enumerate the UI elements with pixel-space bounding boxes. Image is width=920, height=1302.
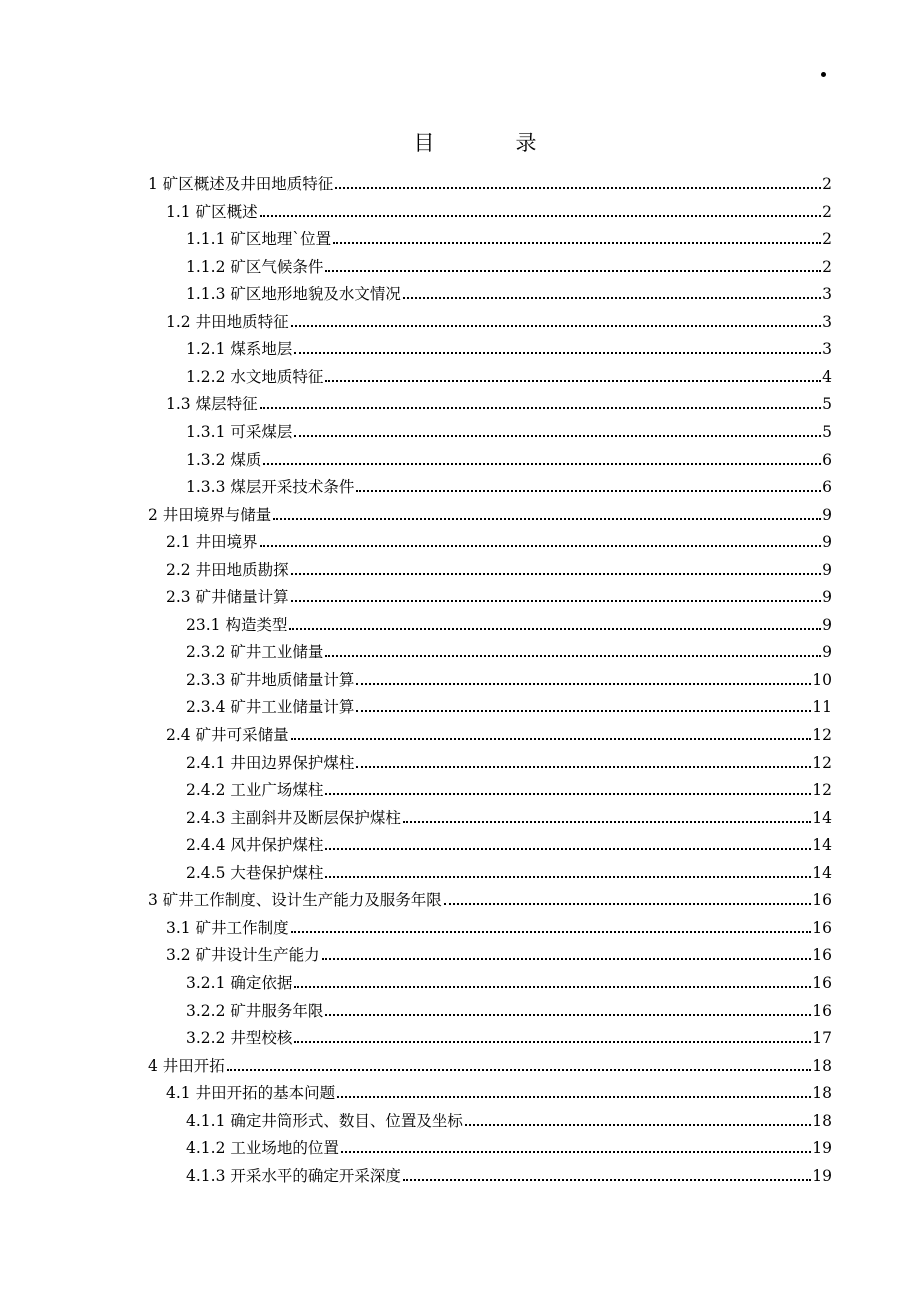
dot-leader bbox=[291, 573, 822, 575]
toc-entry-page-number: 3 bbox=[822, 285, 832, 304]
toc-entry[interactable] bbox=[186, 827, 832, 855]
dot-leader bbox=[291, 738, 812, 740]
toc-entry-page-number: 18 bbox=[812, 1056, 832, 1075]
toc-entry-label: 1 矿区概述及井田地质特征 bbox=[148, 175, 334, 193]
toc-entry[interactable] bbox=[186, 855, 832, 883]
dot-leader bbox=[260, 545, 822, 547]
toc-entry-label: 2.4.4 风井保护煤柱 bbox=[186, 836, 324, 855]
toc-entry-label: 23.1 构造类型 bbox=[186, 615, 288, 634]
toc-entry[interactable] bbox=[186, 634, 832, 662]
toc-entry-page-number: 17 bbox=[812, 1029, 832, 1048]
toc-entry[interactable] bbox=[166, 579, 832, 607]
dot-leader bbox=[291, 931, 812, 933]
toc-entry-page-number: 5 bbox=[822, 422, 832, 441]
toc-entry[interactable] bbox=[186, 276, 832, 304]
toc-entry[interactable] bbox=[148, 882, 832, 910]
toc-entry-page-number: 19 bbox=[812, 1166, 832, 1185]
toc-entry-page-number: 2 bbox=[822, 257, 832, 276]
toc-entry-label: 2.4.1 井田边界保护煤柱 bbox=[186, 753, 355, 772]
toc-entry[interactable] bbox=[148, 166, 832, 194]
toc-entry-label: 3 矿井工作制度、设计生产能力及服务年限 bbox=[148, 891, 442, 910]
toc-entry-page-number: 3 bbox=[822, 312, 832, 331]
toc-entry-label: 2.3.4 矿井工业储量计算 bbox=[186, 698, 355, 717]
toc-entry-label: 2.2 井田地质勘探 bbox=[166, 560, 289, 579]
toc-entry-label: 1.2 井田地质特征 bbox=[166, 312, 289, 331]
toc-entry-label: 1.1 矿区概述 bbox=[166, 202, 258, 221]
toc-entry-page-number: 16 bbox=[812, 1001, 832, 1020]
toc-entry[interactable] bbox=[166, 194, 832, 222]
toc-entry[interactable] bbox=[186, 249, 832, 277]
toc-entry-page-number: 6 bbox=[822, 450, 832, 469]
toc-entry[interactable] bbox=[186, 965, 832, 993]
toc-entry-label: 4.1.2 工业场地的位置 bbox=[186, 1139, 339, 1158]
page-dot-mark bbox=[821, 72, 826, 77]
dot-leader bbox=[465, 1124, 811, 1126]
toc-entry-page-number: 14 bbox=[812, 863, 832, 882]
toc-entry[interactable] bbox=[166, 1075, 832, 1103]
dot-leader bbox=[403, 297, 821, 299]
dot-leader bbox=[273, 518, 821, 520]
toc-entry-page-number: 2 bbox=[822, 175, 832, 193]
toc-entry-label: 1.1.1 矿区地理`位置 bbox=[186, 230, 332, 249]
dot-leader bbox=[289, 628, 821, 630]
toc-entry-label: 2.3.2 矿井工业储量 bbox=[186, 643, 324, 662]
toc-entry-page-number: 9 bbox=[822, 643, 832, 662]
dot-leader bbox=[322, 958, 812, 960]
toc-entry-page-number: 9 bbox=[822, 533, 832, 552]
toc-entry[interactable] bbox=[166, 910, 832, 938]
dot-leader bbox=[294, 435, 821, 437]
dot-leader bbox=[403, 1179, 811, 1181]
toc-entry-page-number: 18 bbox=[812, 1111, 832, 1130]
toc-entry-label: 1.3.2 煤质 bbox=[186, 450, 262, 469]
dot-leader bbox=[325, 380, 821, 382]
dot-leader bbox=[294, 986, 811, 988]
toc-entry-label: 1.1.3 矿区地形地貌及水文情况 bbox=[186, 285, 401, 304]
dot-leader bbox=[356, 683, 811, 685]
dot-leader bbox=[294, 1041, 811, 1043]
toc-entry[interactable] bbox=[186, 1130, 832, 1158]
toc-entry-label: 3.2.2 井型校核 bbox=[186, 1029, 293, 1048]
dot-leader bbox=[325, 793, 811, 795]
dot-leader bbox=[325, 876, 811, 878]
toc-entry-label: 3.2.1 确定依据 bbox=[186, 973, 293, 992]
toc-entry[interactable] bbox=[186, 1020, 832, 1048]
dot-leader bbox=[291, 325, 822, 327]
toc-entry[interactable] bbox=[186, 607, 832, 635]
toc-entry[interactable] bbox=[186, 772, 832, 800]
toc-entry[interactable] bbox=[186, 469, 832, 497]
toc-entry-label: 2.4 矿井可采储量 bbox=[166, 726, 289, 744]
dot-leader bbox=[337, 1096, 811, 1098]
toc-entry[interactable] bbox=[166, 937, 832, 965]
toc-entry-page-number: 18 bbox=[812, 1084, 832, 1103]
toc-entry[interactable] bbox=[186, 993, 832, 1021]
toc-entry-page-number: 12 bbox=[812, 726, 832, 744]
toc-entry[interactable] bbox=[166, 717, 832, 745]
toc-entry-page-number: 9 bbox=[822, 615, 832, 634]
toc-entry[interactable] bbox=[186, 359, 832, 387]
toc-entry[interactable] bbox=[186, 745, 832, 773]
toc-entry[interactable] bbox=[166, 386, 832, 414]
toc-entry[interactable] bbox=[186, 221, 832, 249]
toc-entry[interactable] bbox=[166, 524, 832, 552]
toc-entry-page-number: 16 bbox=[812, 973, 832, 992]
toc-entry-page-number: 9 bbox=[822, 560, 832, 579]
toc-entry-page-number: 6 bbox=[822, 478, 832, 497]
dot-leader bbox=[341, 1151, 811, 1153]
toc-entry-label: 1.1.2 矿区气候条件 bbox=[186, 257, 324, 276]
dot-leader bbox=[325, 848, 811, 850]
dot-leader bbox=[356, 490, 821, 492]
toc-entry-label: 4 井田开拓 bbox=[148, 1056, 225, 1075]
toc-entry-page-number: 4 bbox=[822, 367, 832, 386]
toc-entry-label: 1.2.2 水文地质特征 bbox=[186, 367, 324, 386]
dot-leader bbox=[325, 1014, 811, 1016]
dot-leader bbox=[325, 655, 821, 657]
toc-entry-page-number: 16 bbox=[812, 918, 832, 937]
toc-entry-page-number: 5 bbox=[822, 395, 832, 414]
toc-entry[interactable] bbox=[186, 1103, 832, 1131]
toc-entry-page-number: 16 bbox=[812, 891, 832, 910]
toc-entry-page-number: 14 bbox=[812, 808, 832, 827]
toc-entry[interactable] bbox=[186, 442, 832, 470]
toc-entry-page-number: 10 bbox=[812, 670, 832, 689]
toc-entry-page-number: 19 bbox=[812, 1139, 832, 1158]
dot-leader bbox=[356, 710, 811, 712]
toc-entry-label: 1.2.1 煤系地层 bbox=[186, 340, 293, 359]
toc-entry-label: 1.3.1 可采煤层 bbox=[186, 422, 293, 441]
toc-entry[interactable] bbox=[186, 1158, 832, 1186]
toc-entry[interactable] bbox=[166, 304, 832, 332]
toc-entry[interactable] bbox=[166, 552, 832, 580]
toc-entry-page-number: 9 bbox=[822, 588, 832, 607]
toc-entry[interactable] bbox=[186, 800, 832, 828]
dot-leader bbox=[294, 352, 821, 354]
toc-entry-label: 2 井田境界与储量 bbox=[148, 505, 272, 524]
toc-entry-page-number: 12 bbox=[812, 781, 832, 800]
toc-entry[interactable] bbox=[186, 689, 832, 717]
toc-entry-label: 1.3 煤层特征 bbox=[166, 395, 258, 414]
toc-entry-label: 1.3.3 煤层开采技术条件 bbox=[186, 478, 355, 497]
toc-entry-label: 2.4.2 工业广场煤柱 bbox=[186, 781, 324, 800]
toc-entry-label: 4.1.3 开采水平的确定开采深度 bbox=[186, 1166, 401, 1185]
toc-entry-label: 2.1 井田境界 bbox=[166, 533, 258, 552]
toc-title: 目 录 bbox=[413, 131, 567, 155]
toc-entry[interactable] bbox=[148, 1048, 832, 1076]
dot-leader bbox=[333, 242, 821, 244]
toc-entry-page-number: 11 bbox=[812, 698, 832, 717]
dot-leader bbox=[227, 1069, 811, 1071]
dot-leader bbox=[444, 903, 811, 905]
dot-leader bbox=[260, 407, 822, 409]
toc-entry-page-number: 3 bbox=[822, 340, 832, 359]
toc-entry-label: 3.2.2 矿井服务年限 bbox=[186, 1001, 324, 1020]
toc-entry-label: 3.2 矿井设计生产能力 bbox=[166, 946, 320, 965]
toc-entry-label: 4.1 井田开拓的基本问题 bbox=[166, 1084, 336, 1103]
dot-leader bbox=[335, 187, 821, 189]
toc-entry-page-number: 9 bbox=[822, 505, 832, 524]
dot-leader bbox=[291, 600, 822, 602]
toc-entry-label: 2.3.3 矿井地质储量计算 bbox=[186, 670, 355, 689]
dot-leader bbox=[325, 270, 821, 272]
toc-entry[interactable] bbox=[148, 497, 832, 525]
toc-entry[interactable] bbox=[186, 331, 832, 359]
dot-leader bbox=[356, 766, 811, 768]
toc-entry-page-number: 2 bbox=[822, 230, 832, 249]
toc-entry-page-number: 14 bbox=[812, 836, 832, 855]
toc-entry-label: 2.4.3 主副斜井及断层保护煤柱 bbox=[186, 808, 401, 827]
toc-entry[interactable] bbox=[186, 414, 832, 442]
dot-leader bbox=[263, 463, 821, 465]
toc-entry-label: 3.1 矿井工作制度 bbox=[166, 918, 289, 937]
toc-entry-label: 2.4.5 大巷保护煤柱 bbox=[186, 863, 324, 882]
toc-entry-label: 2.3 矿井储量计算 bbox=[166, 588, 289, 607]
dot-leader bbox=[260, 215, 822, 217]
toc-entry-page-number: 12 bbox=[812, 753, 832, 772]
dot-leader bbox=[403, 821, 811, 823]
toc-entry-label: 4.1.1 确定井筒形式、数目、位置及坐标 bbox=[186, 1111, 463, 1130]
toc-entry[interactable] bbox=[186, 662, 832, 690]
toc-entry-page-number: 16 bbox=[812, 946, 832, 965]
toc-entry-page-number: 2 bbox=[822, 202, 832, 221]
